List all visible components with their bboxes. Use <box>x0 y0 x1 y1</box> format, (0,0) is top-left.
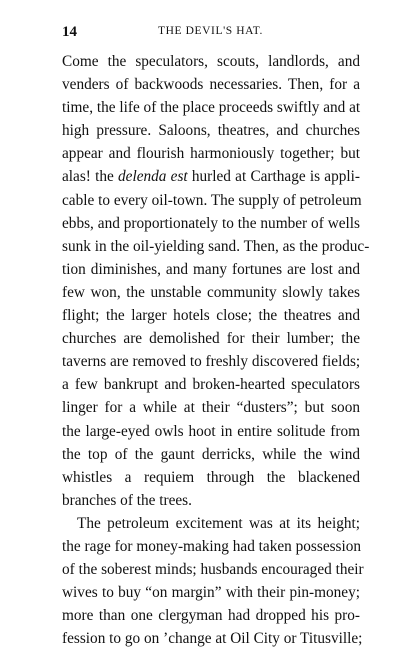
text-segment: Come the speculators, scouts, landlords, and <box>62 53 360 70</box>
text-line <box>62 50 360 73</box>
text-line <box>62 373 360 396</box>
text-line <box>62 396 360 419</box>
text-segment: the top of the gaunt derricks, while the wind <box>62 445 360 463</box>
body-text <box>62 50 370 650</box>
text-line <box>62 235 370 258</box>
text-segment: tion diminishes, and many fortunes are lost and <box>62 260 360 278</box>
text-line <box>62 73 360 96</box>
text-line <box>62 165 360 188</box>
running-head <box>62 24 359 42</box>
running-title: THE DEVIL'S HAT. <box>157 25 264 37</box>
text-segment: linger for a while at their “dusters”; but soon <box>62 399 360 417</box>
text-line <box>62 535 360 558</box>
text-line <box>62 258 360 281</box>
text-line <box>62 350 360 373</box>
text-line <box>62 581 360 604</box>
text-segment: flight; the larger hotels close; the theatres and <box>62 307 360 325</box>
paragraph <box>62 512 364 650</box>
text-line <box>62 281 360 304</box>
text-segment: hurled at Carthage is appli- <box>187 168 360 186</box>
paragraph <box>62 50 370 512</box>
text-segment: The petroleum excitement was at its height; <box>77 514 360 532</box>
text-segment: taverns are removed to freshly discovered fields; <box>62 353 361 371</box>
text-segment: appear and flourish harmoniously together; but <box>62 145 360 163</box>
text-segment: ebbs, and proportionately to the number of wells <box>62 214 360 232</box>
text-line <box>62 512 360 535</box>
italic-phrase: delenda est <box>118 168 188 186</box>
text-segment: time, the life of the place proceeds swiftly and at <box>62 99 361 117</box>
text-line <box>62 466 360 489</box>
text-line <box>62 96 360 119</box>
text-segment: alas! the <box>62 168 119 186</box>
text-line <box>62 119 360 142</box>
text-segment: wives to buy “on margin” with their pin-money; <box>62 584 360 602</box>
text-segment: branches of the trees. <box>62 491 192 509</box>
text-line <box>62 327 360 350</box>
text-segment: churches are demolished for their lumber; the <box>62 330 360 348</box>
text-line <box>62 604 360 627</box>
text-segment: venders of backwoods necessaries. Then, for a <box>62 76 360 94</box>
text-line <box>62 304 360 327</box>
text-segment: few won, the unstable community slowly takes <box>62 283 360 301</box>
text-line <box>62 212 360 235</box>
page-number: 14 <box>62 24 77 40</box>
text-line <box>62 627 363 650</box>
text-line <box>62 189 360 212</box>
text-segment: fession to go on ’change at Oil City or Titusville; <box>62 630 363 648</box>
text-segment: the large-eyed owls hoot in entire solitude from <box>62 422 360 440</box>
text-segment: cable to every oil-town. The supply of petroleum <box>62 191 362 209</box>
text-segment: sunk in the oil-yielding sand. Then, as the produc- <box>62 237 370 255</box>
text-segment: the rage for money-making had taken possession <box>62 537 362 555</box>
text-segment: whistles a requiem through the blackened <box>62 468 360 486</box>
text-segment: more than one clergyman had dropped his pro- <box>62 607 360 625</box>
text-segment: of the soberest minds; husbands encouraged their <box>62 561 364 579</box>
text-segment: high pressure. Saloons, theatres, and churches <box>62 122 360 140</box>
text-segment: a few bankrupt and broken-hearted speculators <box>62 376 360 394</box>
text-line <box>62 558 364 581</box>
text-line <box>62 142 360 165</box>
text-line <box>62 489 360 512</box>
text-line <box>62 443 360 466</box>
text-line <box>62 420 360 443</box>
